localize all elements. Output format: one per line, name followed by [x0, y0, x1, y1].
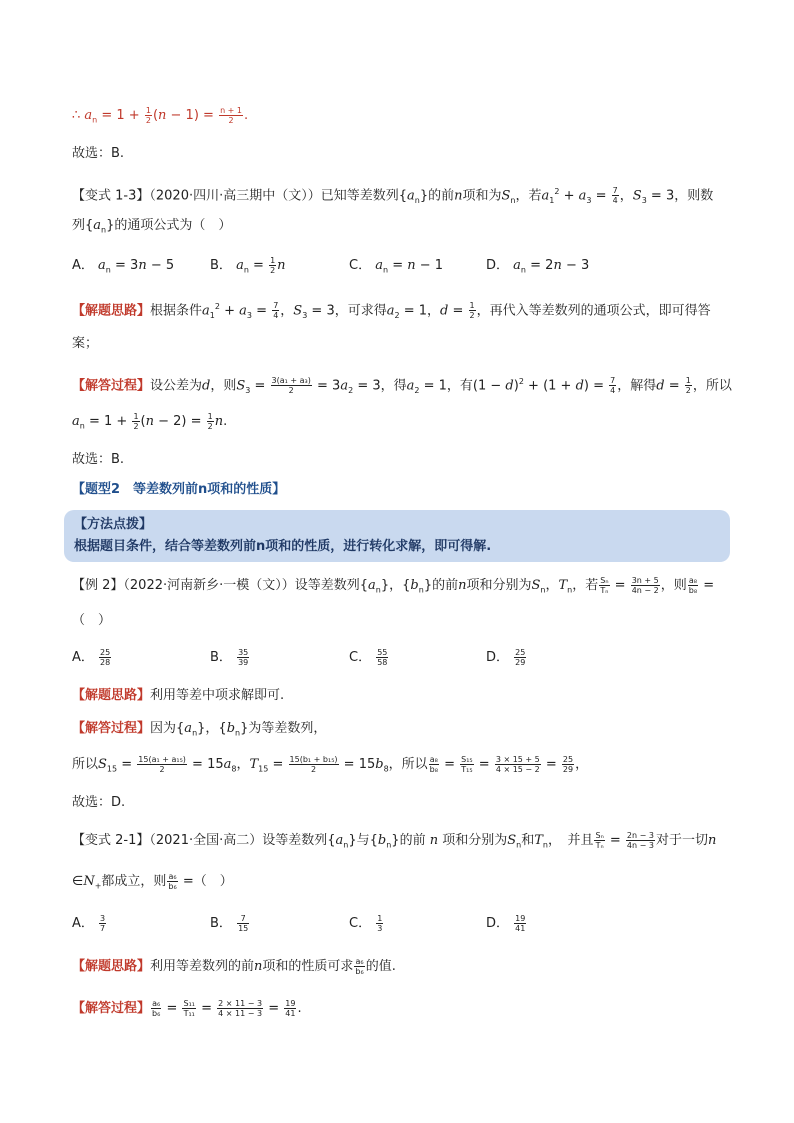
method-tip-title: 【方法点拨】: [74, 517, 153, 532]
example-2-option-b: B． $\frac{35}{39}$: [210, 648, 249, 667]
variant-2-1-option-a: A． $\frac{3}{7}$: [72, 914, 106, 933]
variant-1-3-idea: 【解题思路】根据条件$a_1^2 + a_3$ = $\frac{7}{4}$ ，$S_3 = 3$，可求得$a_2 = 1$，d = $\frac{1}{2}$ ，再代入等差数列的通项公式，即可得答: [72, 301, 711, 321]
example-2-process-cont: 所以$S_{15}$ = $\frac{\text{15(a₁ + a₁₅)}}{2}$ = $15a_8$，$T_{15}$ = $\frac{\text{15(b₁ + b₁₅)}}{2}$ = $15b_8$，所以 $\frac{\text{a₈}}{\text{b₈}}$ = $\frac{\text{S₁₅}}{\text{T₁₅}}$ = $\frac{3 \times 15 + 5}{4 \times 15 - 2}$ = $\frac{25}{29}$ ，: [72, 755, 589, 774]
variant-2-1-idea-tag: 【解题思路】: [72, 959, 151, 974]
example-2-option-d: D． $\frac{25}{29}$: [486, 648, 526, 667]
example-2-question: 【例 2】（2022·河南新乡·一模（文））设等差数列$\{a_n\}$，$\{b_n\}$的前n项和分别为$S_n$，$T_n$，若 $\frac{\text{Sₙ}}{\text{Tₙ}}$ = $\frac{3n + 5}{4n - 2}$ ，则 $\frac{\text{a₈}}{\text{b₈}}$ =: [72, 576, 715, 595]
variant-2-1-tag: 【变式 2-1】: [72, 833, 150, 848]
variant-1-3-option-c: C． $a_n = n - 1$: [349, 258, 444, 275]
section-title: 【题型2 等差数列前n项和的性质】: [72, 482, 286, 497]
variant-1-3-process-tag: 【解答过程】: [72, 378, 151, 394]
prev-solution-line: ∴ $a_n = 1$ + $\frac{1}{2}$ (n − 1) = $\frac{n + 1}{2}$ .: [72, 106, 249, 125]
variant-1-3-process: 【解答过程】设公差为d，则$S_3$ = $\frac{\text{3(a₁ + a₃)}}{2}$ = $3a_2 = 3$，得$a_2 = 1$，有$(1 - d)^2 + (1 + d)$ = $\frac{7}{4}$ ，解得d = $\frac{1}{2}$ ，所以: [72, 376, 732, 396]
variant-1-3-tag: 【变式 1-3】: [72, 188, 150, 204]
example-2-option-a: A． $\frac{25}{28}$: [72, 648, 111, 667]
method-tip-body: 根据题目条件，结合等差数列前n项和的性质，进行转化求解，即可得解.: [74, 539, 492, 554]
variant-1-3-idea-tag: 【解题思路】: [72, 303, 151, 319]
variant-1-3-question-cont: 列$\{a_n\}$的通项公式为（ ）: [72, 218, 232, 235]
variant-2-1-idea: 【解题思路】利用等差数列的前n项和的性质可求 $\frac{\text{a₆}}{\text{b₆}}$ 的值.: [72, 957, 396, 976]
example-2-question-cont: （ ）: [72, 613, 112, 628]
variant-1-3-process-cont: $a_n = 1$ + $\frac{1}{2}$ (n − 2) = $\frac{1}{2}$ n.: [72, 412, 228, 431]
variant-2-1-option-b: B． $\frac{7}{15}$: [210, 914, 249, 933]
prev-answer: 故选：B.: [72, 146, 125, 161]
example-2-idea: [72, 686, 284, 706]
variant-2-1-process: 【解答过程】 $\frac{\text{a₆}}{\text{b₆}}$ = $\frac{\text{S₁₁}}{\text{T₁₁}}$ = $\frac{2 \times 11 - 3}{4 \times 11 - 3}$ = $\frac{19}{41}$ .: [72, 999, 302, 1018]
example-2-answer: 故选：D.: [72, 795, 126, 810]
variant-1-3-answer: 故选：B.: [72, 452, 125, 467]
variant-2-1-option-d: D． $\frac{19}{41}$: [486, 914, 526, 933]
variant-1-3-option-d: D． $a_n = 2n - 3$: [486, 258, 590, 275]
variant-1-3-option-a: A． $a_n = 3n - 5$: [72, 258, 175, 275]
variant-2-1-question: 【变式 2-1】（2021·全国·高二）设等差数列$\{a_n\}$与$\{b_n\}$的前 n 项和分别为$S_n$和$T_n$， 并且 $\frac{\text{Sₙ}}{\text{Tₙ}}$ = $\frac{2n - 3}{4n - 3}$ 对于一切n: [72, 831, 717, 850]
example-2-idea-tag: 【解题思路】: [72, 688, 151, 703]
example-2-idea-text: 利用等差中项求解即可.: [150, 688, 285, 703]
example-2-tag: 【例 2】: [72, 578, 124, 593]
variant-1-3-question: 【变式 1-3】（2020·四川·高三期中（文））已知等差数列$\{a_n\}$的前n项和为$S_n$，若$a_1^2 + a_3$ = $\frac{7}{4}$ ，$S_3 = 3$，则数: [72, 186, 714, 206]
variant-2-1-question-cont: $\in N_+$都成立，则 $\frac{\text{a₆}}{\text{b₆}}$ =（ ）: [72, 872, 233, 891]
variant-1-3-idea-cont: 案；: [72, 336, 99, 351]
example-2-option-c: C． $\frac{55}{58}$: [349, 648, 388, 667]
variant-2-1-option-c: C． $\frac{1}{3}$: [349, 914, 383, 933]
example-2-process: 【解答过程】因为$\{a_n\}$，$\{b_n\}$为等差数列，: [72, 721, 327, 738]
method-tip-box: [64, 510, 730, 562]
variant-1-3-option-b: B． $a_n$ = $\frac{1}{2}$ n: [210, 256, 286, 275]
variant-2-1-process-tag: 【解答过程】: [72, 1001, 151, 1016]
example-2-process-tag: 【解答过程】: [72, 721, 151, 736]
